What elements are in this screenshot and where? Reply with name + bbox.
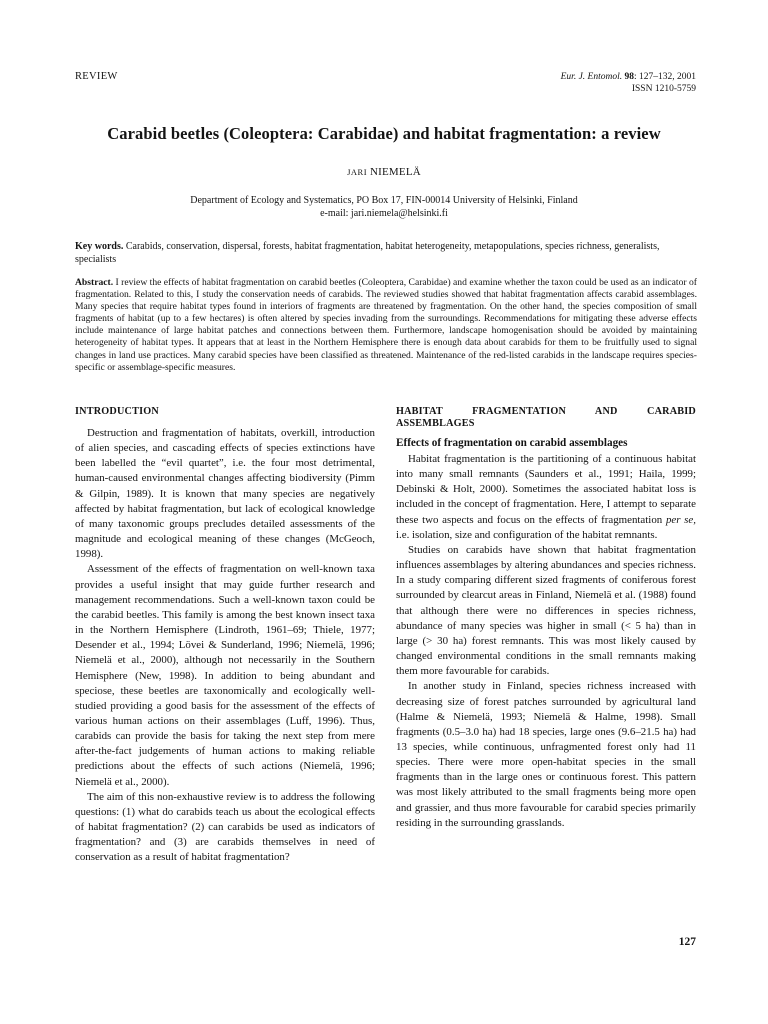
- intro-paragraph-1: Destruction and fragmentation of habitats, overkill, introduction of alien species, and cascading effects of species extinctions have been labelled the “evil quartet”, i.e. the four most detrimental, human-caused environmental changes affecting biodiversity (Pimm & Gilpin, 1989). It is known that many species are negatively affected by habitat fragmentation, but lack of ecological knowledge of many taxonomic groups precludes detailed assessments of the magnitude and ecological meaning of these changes (McGeoch, 1998).: [75, 427, 375, 561]
- journal-name: Eur. J. Entomol.: [560, 72, 623, 82]
- effects-paragraph-2: Studies on carabids have shown that habitat fragmentation influences assemblages by altering abundances and species richness. In a study comparing different sized fragments of coniferous forest surrounded by clearcut areas in Finland, Niemelä et al. (1988) found that although there were no differences in species richness, abundance of many species was higher in small (< 5 ha) than in large (> 30 ha) forest remnants. This was most likely caused by changed environmental conditions in the small remnants making them more favourable for carabids.: [396, 543, 696, 678]
- paper-title: Carabid beetles (Coleoptera: Carabidae) and habitat fragmentation: a review: [107, 124, 661, 143]
- author-last-name: NIEMELÄ: [370, 166, 421, 178]
- section-label: REVIEW: [75, 71, 118, 82]
- introduction-heading: INTRODUCTION: [75, 406, 159, 417]
- author-first-name: JARI: [347, 167, 368, 177]
- effects-subheading: Effects of fragmentation on carabid assemblages: [396, 437, 628, 449]
- effects-paragraph-1: [396, 452, 696, 543]
- intro-paragraph-3: The aim of this non-exhaustive review is to address the following questions: (1) what do carabids teach us about the ecological effects of habitat fragmentation? (2) can carabids be used as indicators of fragmentation? and (3) are carabids themselves in need of conservation as a result of habitat fragmentation?: [75, 790, 375, 864]
- effects-paragraph-1-end: i.e. isolation, size and configuration of the habitat remnants.: [396, 528, 658, 541]
- keywords-text: Carabids, conservation, dispersal, forests, habitat fragmentation, habitat heterogeneity, metapopulations, species richness, generalists, specialists: [75, 241, 660, 265]
- effects-paragraph-3: In another study in Finland, species richness increased with decreasing size of forest patches surrounded by agricultural land (Halme & Niemelä, 1993; Niemelä & Halme, 1998). Small fragments (0.5–3.0 ha) had 18 species, large ones (9.6–21.5 ha) had 13 species, while continuous, unfragmented forest only had 11 species. There were more open-habitat species in the small fragments than in the large ones or continuous forest. This pattern was most likely attributed to the small fragments being more open and grassier, and thus more favourable for carabid species primarily residing in the surrounding grasslands.: [396, 680, 696, 829]
- abstract-label: Abstract.: [75, 277, 114, 288]
- citation-line: [561, 71, 696, 83]
- left-column: [75, 406, 375, 866]
- effects-paragraph-1-text: Habitat fragmentation is the partitioning of a continuous habitat into many small remnants (Saunders et al., 1991; Haila, 1999; Debinski & Holt, 2000). Sometimes the associated habitat loss is included in the concept of fragmentation. Here, I attempt to separate these two aspects and focus on the effects of fragmentation: [396, 453, 696, 526]
- affiliation: [0, 194, 768, 220]
- issn: ISSN 1210-5759: [631, 84, 696, 94]
- page-range: : 127–132, 2001: [633, 72, 696, 82]
- citation-header: [561, 71, 696, 95]
- affiliation-address: Department of Ecology and Systematics, PO Box 17, FIN-00014 University of Helsinki, Finland: [190, 195, 578, 206]
- keywords: [75, 240, 697, 266]
- keywords-label: Key words.: [75, 241, 124, 252]
- volume-number: 98: [624, 72, 634, 82]
- page-number: 127: [678, 936, 696, 948]
- abstract: [75, 277, 697, 374]
- fragmentation-heading: HABITAT FRAGMENTATION AND CARABID ASSEMBLAGES: [396, 406, 696, 429]
- intro-paragraph-2: Assessment of the effects of fragmentation on well-known taxa provides a useful insight that may guide further research and management recommendations. Such a well-known taxon could be the carabid beetles. This family is among the best known insect taxa in the Northern Hemisphere (Lindroth, 1961–69; Thiele, 1977; Desender et al., 1994; Lövei & Sunderland, 1996; Niemelä, 1996; Niemelä et al., 2000), although not necessarily in the Southern Hemisphere (New, 1998). In addition to being abundant and speciose, these beetles are taxonomically and ecologically well-studied providing a good basis for the assessment of the effects of various human actions on their assemblages (Luff, 1996). Thus, carabids can provide the basis for taking the next step from mere after-the-fact judgements of human actions to making reliable predictions about the effects of such actions (Niemelä, 1996; Niemelä et al., 2000).: [75, 563, 375, 788]
- right-column: [396, 406, 696, 831]
- author-name: [0, 166, 768, 178]
- abstract-text: I review the effects of habitat fragmentation on carabid beetles (Coleoptera, Carabidae) and examine whether the taxon could be used as an indicator of fragmentation. Related to this, I study the conservation needs of carabids. The reviewed studies showed that habitat fragmentation affects carabid assemblages. Many species that require habitat types found in interiors of fragments are threatened by fragmentation. On the other hand, the species composition of small fragments of habitat (up to a few hectares) is often altered by species invading from the surroundings. Recommendations for mitigating these adverse effects include maintenance of large habitat patches and connections between them. Furthermore, landscape homogenisation should be avoided by maintaining heterogeneity of habitat types. It appears that at least in the Northern Hemisphere there is enough data about carabids for them to be fruitfully used to signal changes in land use practices. Many carabid species have been classified as threatened. Maintenance of the red-listed carabids in the landscape requires species-specific or assemblage-specific measures.: [75, 277, 697, 373]
- per-se-italic: per se,: [665, 513, 696, 526]
- affiliation-email: e-mail: jari.niemela@helsinki.fi: [320, 208, 448, 219]
